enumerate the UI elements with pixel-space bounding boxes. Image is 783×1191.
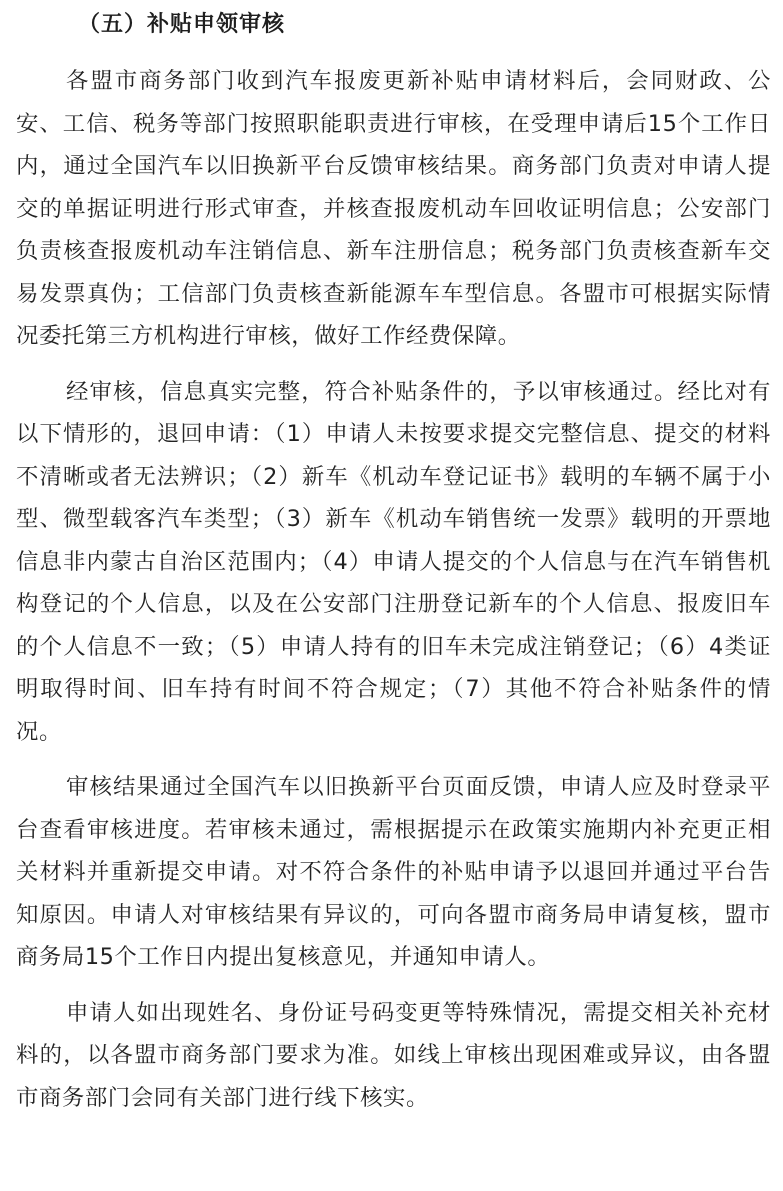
- section-heading: （五）补贴申领审核: [78, 12, 286, 37]
- paragraph-rejection-criteria: 经审核，信息真实完整，符合补贴条件的，予以审核通过。经比对有以下情形的，退回申请：（1）申请人未按要求提交完整信息、提交的材料不清晰或者无法辨识；（2）新车《机动车登记证书》载明的车辆不属于小型、微型载客汽车类型；（3）新车《机动车销售统一发票》载明的开票地信息非内蒙古自治区范围内；（4）申请人提交的个人信息与在汽车销售机构登记的个人信息，以及在公安部门注册登记新车的个人信息、报废旧车的个人信息不一致；（5）申请人持有的旧车未完成注销登记；（6）4类证明取得时间、旧车持有时间不符合规定；（7）其他不符合补贴条件的情况。: [16, 378, 771, 745]
- paragraph-special-cases: 申请人如出现姓名、身份证号码变更等特殊情况，需提交相关补充材料的，以各盟市商务部门要求为准。如线上审核出现困难或异议，由各盟市商务部门会同有关部门进行线下核实。: [16, 999, 771, 1111]
- paragraph-result-feedback: 审核结果通过全国汽车以旧换新平台页面反馈，申请人应及时登录平台查看审核进度。若审核未通过，需根据提示在政策实施期内补充更正相关材料并重新提交申请。对不符合条件的补贴申请予以退回并通过平台告知原因。申请人对审核结果有异议的，可向各盟市商务局申请复核，盟市商务局15个工作日内提出复核意见，并通知申请人。: [16, 774, 771, 970]
- document-page: [16, 0, 771, 1119]
- paragraph-review-process: 各盟市商务部门收到汽车报废更新补贴申请材料后，会同财政、公安、工信、税务等部门按照职能职责进行审核，在受理申请后15个工作日内，通过全国汽车以旧换新平台反馈审核结果。商务部门负责对申请人提交的单据证明进行形式审查，并核查报废机动车回收证明信息；公安部门负责核查报废机动车注销信息、新车注册信息；税务部门负责核查新车交易发票真伪；工信部门负责核查新能源车车型信息。各盟市可根据实际情况委托第三方机构进行审核，做好工作经费保障。: [16, 68, 771, 349]
